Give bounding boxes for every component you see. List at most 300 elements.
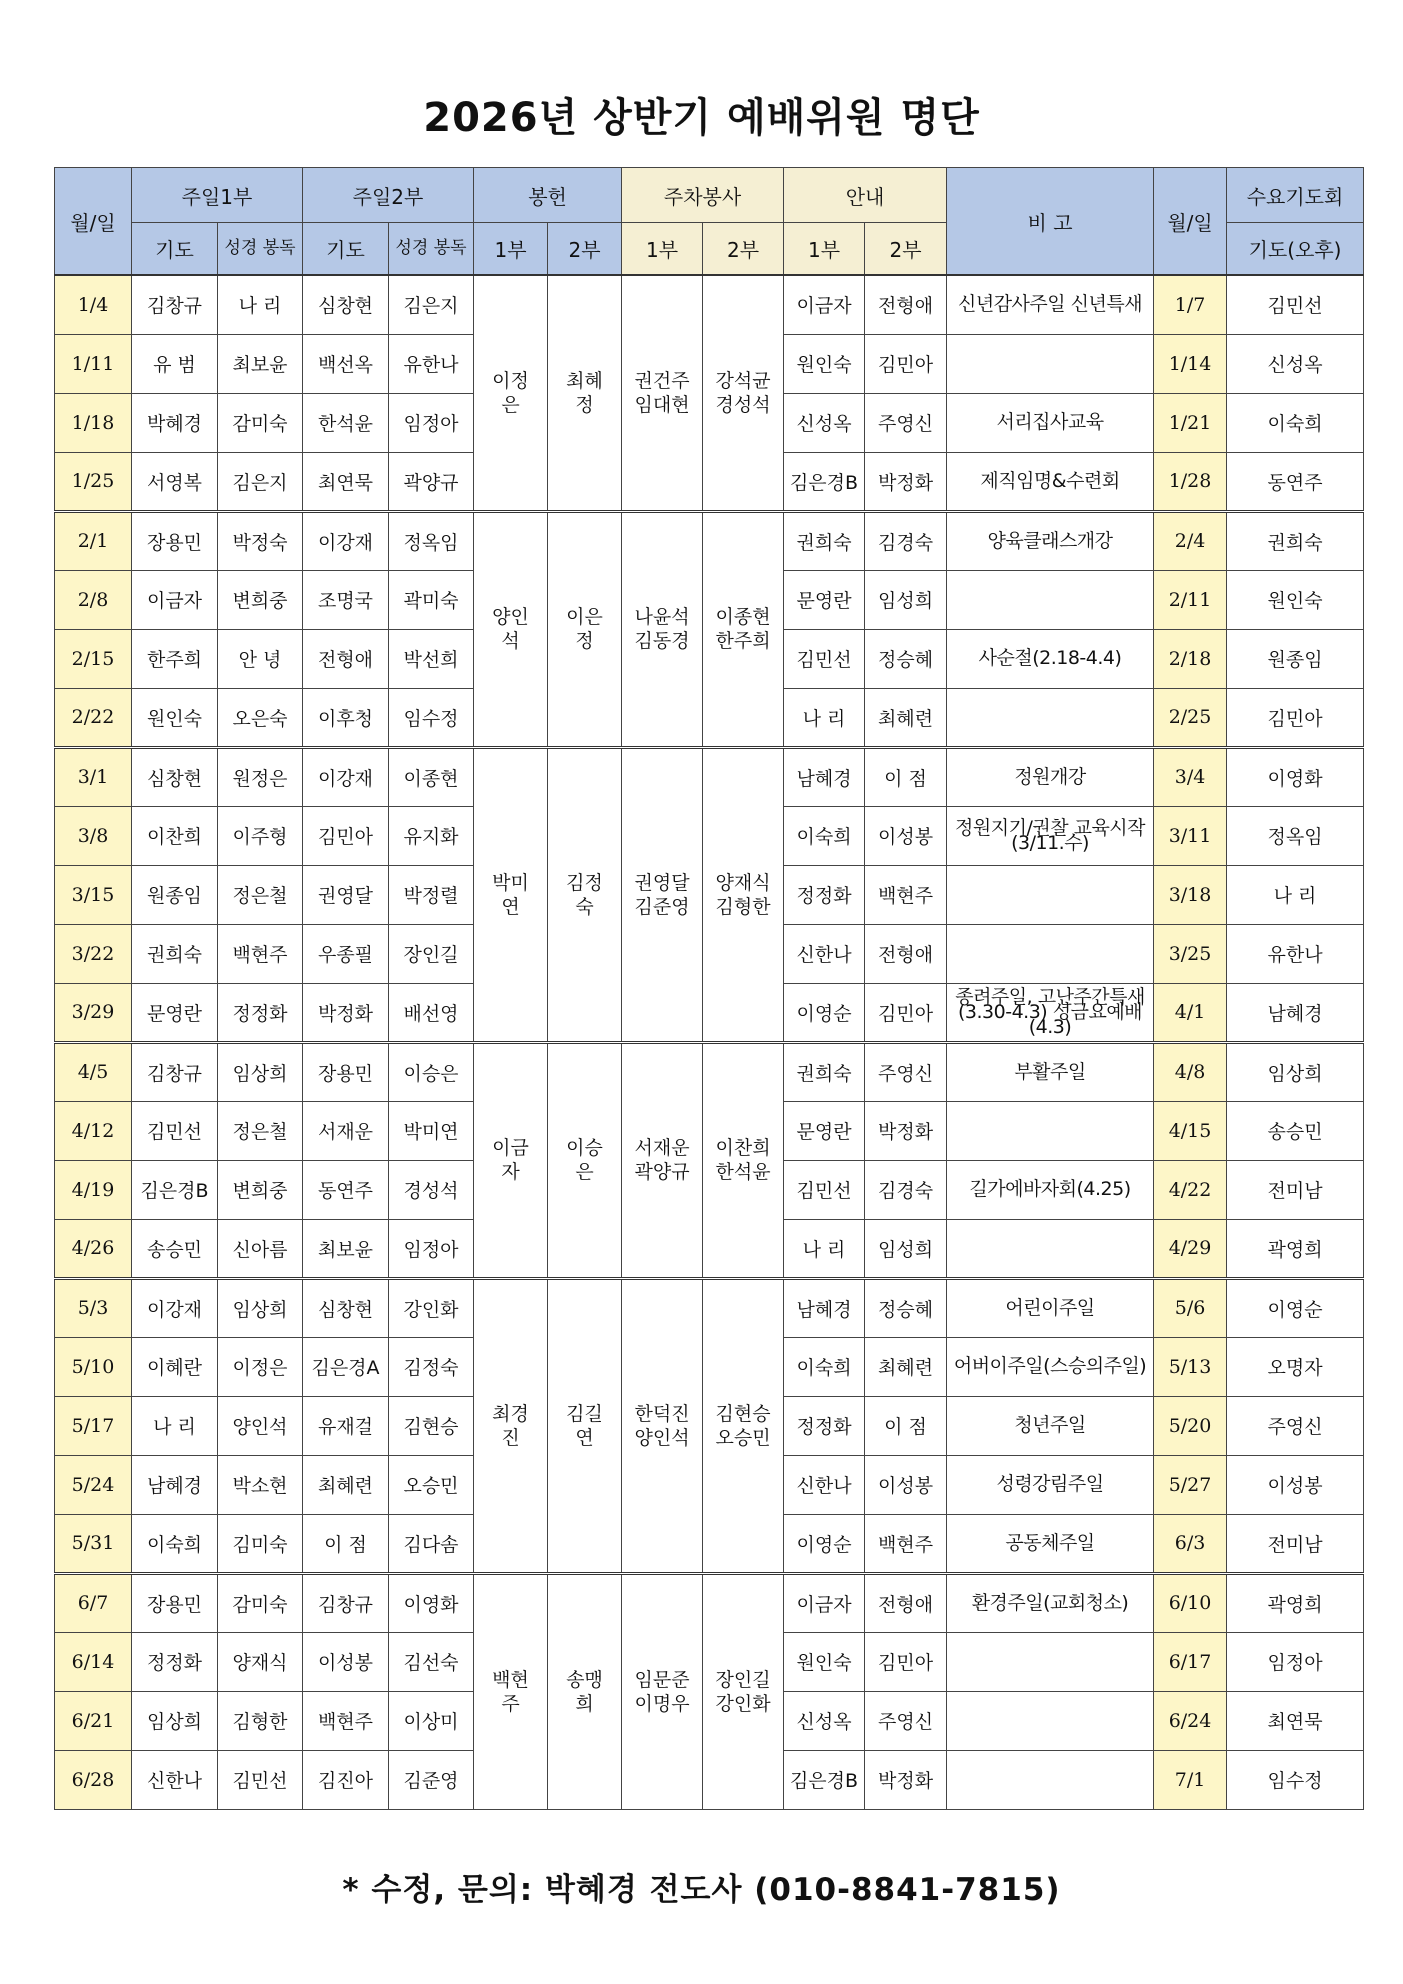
date-cell: 5/31 <box>55 1514 132 1573</box>
header-wed-prayer: 기도(오후) <box>1227 223 1364 276</box>
sunday2-bible-cell: 임정아 <box>389 393 474 452</box>
sunday2-prayer-cell: 이성봉 <box>303 1632 389 1691</box>
offering-part2-cell: 최혜정 <box>548 275 622 511</box>
guide-part2-cell: 정승혜 <box>865 629 947 688</box>
wed-date-cell: 1/21 <box>1154 393 1227 452</box>
sunday1-bible-cell: 양인석 <box>218 1396 303 1455</box>
wed-prayer-cell: 신성옥 <box>1227 334 1364 393</box>
sunday1-bible-cell: 김형한 <box>218 1691 303 1750</box>
parking-part1-cell: 임문준 이명우 <box>622 1573 703 1809</box>
sunday1-bible-cell: 이주형 <box>218 806 303 865</box>
sunday2-prayer-cell: 조명국 <box>303 570 389 629</box>
date-cell: 3/15 <box>55 865 132 924</box>
guide-part2-cell: 전형애 <box>865 924 947 983</box>
remarks-cell <box>947 334 1154 393</box>
sunday2-prayer-cell: 최연묵 <box>303 452 389 511</box>
sunday1-prayer-cell: 이찬희 <box>132 806 218 865</box>
remarks-cell: 성령강림주일 <box>947 1455 1154 1514</box>
sunday2-prayer-cell: 동연주 <box>303 1160 389 1219</box>
guide-part2-cell: 김경숙 <box>865 1160 947 1219</box>
wed-prayer-cell: 김민아 <box>1227 688 1364 747</box>
date-cell: 2/1 <box>55 511 132 570</box>
wed-date-cell: 6/3 <box>1154 1514 1227 1573</box>
date-cell: 2/22 <box>55 688 132 747</box>
guide-part1-cell: 신한나 <box>784 1455 865 1514</box>
offering-part1-cell: 양인석 <box>474 511 548 747</box>
guide-part2-cell: 백현주 <box>865 1514 947 1573</box>
date-cell: 2/8 <box>55 570 132 629</box>
sunday1-prayer-cell: 박혜경 <box>132 393 218 452</box>
guide-part2-cell: 이성봉 <box>865 1455 947 1514</box>
parking-part2-cell: 이종현 한주희 <box>703 511 784 747</box>
sunday1-prayer-cell: 남혜경 <box>132 1455 218 1514</box>
guide-part2-cell: 김경숙 <box>865 511 947 570</box>
parking-part1-cell: 한덕진 양인석 <box>622 1278 703 1573</box>
guide-part2-cell: 최혜련 <box>865 688 947 747</box>
wed-prayer-cell: 송승민 <box>1227 1101 1364 1160</box>
contact-footer: * 수정, 문의: 박혜경 전도사 (010-8841-7815) <box>342 1872 1061 1908</box>
date-cell: 4/5 <box>55 1042 132 1101</box>
guide-part2-cell: 주영신 <box>865 393 947 452</box>
guide-part1-cell: 정정화 <box>784 1396 865 1455</box>
guide-part1-cell: 신한나 <box>784 924 865 983</box>
header-guide-part1: 1부 <box>784 223 865 276</box>
sunday1-prayer-cell: 김민선 <box>132 1101 218 1160</box>
offering-part2-cell: 김정숙 <box>548 747 622 1042</box>
sunday1-prayer-cell: 서영복 <box>132 452 218 511</box>
header-s1-prayer: 기도 <box>132 223 218 276</box>
offering-part2-cell: 김길연 <box>548 1278 622 1573</box>
sunday2-prayer-cell: 이강재 <box>303 747 389 806</box>
remarks-cell <box>947 1219 1154 1278</box>
wed-prayer-cell: 원인숙 <box>1227 570 1364 629</box>
sunday1-prayer-cell: 김창규 <box>132 275 218 334</box>
sunday1-prayer-cell: 장용민 <box>132 511 218 570</box>
remarks-cell: 공동체주일 <box>947 1514 1154 1573</box>
header-offering-part2: 2부 <box>548 223 622 276</box>
sunday1-bible-cell: 이정은 <box>218 1337 303 1396</box>
wed-date-cell: 2/18 <box>1154 629 1227 688</box>
sunday1-prayer-cell: 문영란 <box>132 983 218 1042</box>
sunday1-prayer-cell: 심창현 <box>132 747 218 806</box>
parking-part1-cell: 권건주 임대현 <box>622 275 703 511</box>
sunday1-prayer-cell: 이숙희 <box>132 1514 218 1573</box>
parking-part2-cell: 이찬희 한석윤 <box>703 1042 784 1278</box>
guide-part1-cell: 남혜경 <box>784 747 865 806</box>
sunday1-bible-cell: 양재식 <box>218 1632 303 1691</box>
sunday1-bible-cell: 김은지 <box>218 452 303 511</box>
date-cell: 3/22 <box>55 924 132 983</box>
table-row <box>55 1278 1364 1337</box>
remarks-cell <box>947 570 1154 629</box>
sunday2-prayer-cell: 백현주 <box>303 1691 389 1750</box>
remarks-cell <box>947 1101 1154 1160</box>
sunday1-bible-cell: 오은숙 <box>218 688 303 747</box>
wed-prayer-cell: 이영순 <box>1227 1278 1364 1337</box>
header-s1-bible: 성경 봉독 <box>218 223 303 276</box>
remarks-cell: 양육클래스개강 <box>947 511 1154 570</box>
date-cell: 5/10 <box>55 1337 132 1396</box>
remarks-cell: 사순절(2.18-4.4) <box>947 629 1154 688</box>
sunday1-bible-cell: 나 리 <box>218 275 303 334</box>
sunday2-bible-cell: 임정아 <box>389 1219 474 1278</box>
guide-part2-cell: 이성봉 <box>865 806 947 865</box>
wed-date-cell: 1/14 <box>1154 334 1227 393</box>
remarks-cell: 환경주일(교회청소) <box>947 1573 1154 1632</box>
guide-part1-cell: 이영순 <box>784 983 865 1042</box>
sunday2-prayer-cell: 이 점 <box>303 1514 389 1573</box>
guide-part2-cell: 주영신 <box>865 1042 947 1101</box>
sunday1-prayer-cell: 정정화 <box>132 1632 218 1691</box>
wed-prayer-cell: 전미남 <box>1227 1514 1364 1573</box>
date-cell: 5/17 <box>55 1396 132 1455</box>
guide-part2-cell: 김민아 <box>865 1632 947 1691</box>
sunday2-bible-cell: 박선희 <box>389 629 474 688</box>
header-date: 월/일 <box>55 168 132 276</box>
remarks-cell: 어린이주일 <box>947 1278 1154 1337</box>
wed-prayer-cell: 임상희 <box>1227 1042 1364 1101</box>
sunday2-bible-cell: 임수정 <box>389 688 474 747</box>
sunday2-bible-cell: 유지화 <box>389 806 474 865</box>
header-guide-part2: 2부 <box>865 223 947 276</box>
wed-date-cell: 6/17 <box>1154 1632 1227 1691</box>
guide-part1-cell: 김은경B <box>784 1750 865 1809</box>
table-row <box>55 1042 1364 1101</box>
guide-part1-cell: 김민선 <box>784 629 865 688</box>
sunday1-bible-cell: 감미숙 <box>218 393 303 452</box>
header-sunday1: 주일1부 <box>132 168 303 223</box>
wed-prayer-cell: 원종임 <box>1227 629 1364 688</box>
page-title: 2026년 상반기 예배위원 명단 <box>423 95 980 141</box>
table-header <box>55 168 1364 276</box>
sunday2-prayer-cell: 박정화 <box>303 983 389 1042</box>
parking-part1-cell: 나윤석 김동경 <box>622 511 703 747</box>
sunday2-bible-cell: 강인화 <box>389 1278 474 1337</box>
remarks-cell <box>947 1750 1154 1809</box>
offering-part2-cell: 송맹희 <box>548 1573 622 1809</box>
remarks-cell: 길가에바자회(4.25) <box>947 1160 1154 1219</box>
wed-date-cell: 2/4 <box>1154 511 1227 570</box>
remarks-cell <box>947 865 1154 924</box>
parking-part2-cell: 양재식 김형한 <box>703 747 784 1042</box>
header-wed-date: 월/일 <box>1154 168 1227 276</box>
wed-prayer-cell: 남혜경 <box>1227 983 1364 1042</box>
sunday2-prayer-cell: 김은경A <box>303 1337 389 1396</box>
date-cell: 6/14 <box>55 1632 132 1691</box>
table-row <box>55 511 1364 570</box>
wed-date-cell: 1/28 <box>1154 452 1227 511</box>
offering-part1-cell: 최경진 <box>474 1278 548 1573</box>
date-cell: 4/12 <box>55 1101 132 1160</box>
remarks-cell: 정원지기/권찰 교육시작(3/11.수) <box>947 806 1154 865</box>
guide-part1-cell: 남혜경 <box>784 1278 865 1337</box>
sunday1-bible-cell: 정정화 <box>218 983 303 1042</box>
guide-part2-cell: 정승혜 <box>865 1278 947 1337</box>
sunday2-prayer-cell: 김진아 <box>303 1750 389 1809</box>
guide-part1-cell: 정정화 <box>784 865 865 924</box>
sunday1-bible-cell: 정은철 <box>218 865 303 924</box>
sunday2-bible-cell: 김준영 <box>389 1750 474 1809</box>
sunday2-bible-cell: 이영화 <box>389 1573 474 1632</box>
wed-date-cell: 5/20 <box>1154 1396 1227 1455</box>
wed-prayer-cell: 정옥임 <box>1227 806 1364 865</box>
sunday1-prayer-cell: 신한나 <box>132 1750 218 1809</box>
header-guide: 안내 <box>784 168 947 223</box>
guide-part2-cell: 박정화 <box>865 452 947 511</box>
wed-prayer-cell: 유한나 <box>1227 924 1364 983</box>
sunday2-prayer-cell: 심창현 <box>303 275 389 334</box>
guide-part1-cell: 권희숙 <box>784 1042 865 1101</box>
guide-part2-cell: 전형애 <box>865 1573 947 1632</box>
guide-part2-cell: 김민아 <box>865 334 947 393</box>
date-cell: 3/8 <box>55 806 132 865</box>
wed-date-cell: 3/11 <box>1154 806 1227 865</box>
sunday1-prayer-cell: 권희숙 <box>132 924 218 983</box>
sunday2-bible-cell: 박미연 <box>389 1101 474 1160</box>
sunday2-prayer-cell: 최보윤 <box>303 1219 389 1278</box>
wed-prayer-cell: 곽영희 <box>1227 1219 1364 1278</box>
offering-part1-cell: 이금자 <box>474 1042 548 1278</box>
header-parking-part2: 2부 <box>703 223 784 276</box>
wed-date-cell: 6/24 <box>1154 1691 1227 1750</box>
guide-part1-cell: 문영란 <box>784 570 865 629</box>
sunday1-prayer-cell: 송승민 <box>132 1219 218 1278</box>
header-s2-bible: 성경 봉독 <box>389 223 474 276</box>
guide-part1-cell: 이영순 <box>784 1514 865 1573</box>
wed-date-cell: 3/4 <box>1154 747 1227 806</box>
sunday1-prayer-cell: 이혜란 <box>132 1337 218 1396</box>
date-cell: 6/28 <box>55 1750 132 1809</box>
guide-part2-cell: 백현주 <box>865 865 947 924</box>
sunday1-prayer-cell: 이강재 <box>132 1278 218 1337</box>
sunday1-prayer-cell: 임상희 <box>132 1691 218 1750</box>
wed-prayer-cell: 임수정 <box>1227 1750 1364 1809</box>
parking-part2-cell: 장인길 강인화 <box>703 1573 784 1809</box>
sunday1-prayer-cell: 유 범 <box>132 334 218 393</box>
sunday2-prayer-cell: 이후청 <box>303 688 389 747</box>
guide-part2-cell: 전형애 <box>865 275 947 334</box>
wed-prayer-cell: 전미남 <box>1227 1160 1364 1219</box>
sunday2-bible-cell: 곽양규 <box>389 452 474 511</box>
sunday2-bible-cell: 경성석 <box>389 1160 474 1219</box>
wed-prayer-cell: 권희숙 <box>1227 511 1364 570</box>
guide-part1-cell: 권희숙 <box>784 511 865 570</box>
sunday1-bible-cell: 최보윤 <box>218 334 303 393</box>
sunday2-bible-cell: 오승민 <box>389 1455 474 1514</box>
remarks-cell: 어버이주일(스승의주일) <box>947 1337 1154 1396</box>
date-cell: 4/26 <box>55 1219 132 1278</box>
guide-part2-cell: 임성희 <box>865 570 947 629</box>
sunday2-bible-cell: 김다솜 <box>389 1514 474 1573</box>
wed-date-cell: 4/29 <box>1154 1219 1227 1278</box>
sunday2-bible-cell: 박정렬 <box>389 865 474 924</box>
sunday1-bible-cell: 임상희 <box>218 1278 303 1337</box>
offering-part1-cell: 박미연 <box>474 747 548 1042</box>
sunday2-bible-cell: 배선영 <box>389 983 474 1042</box>
header-parking-part1: 1부 <box>622 223 703 276</box>
remarks-cell <box>947 1632 1154 1691</box>
header-parking: 주차봉사 <box>622 168 784 223</box>
guide-part2-cell: 김민아 <box>865 983 947 1042</box>
sunday2-prayer-cell: 김창규 <box>303 1573 389 1632</box>
sunday2-prayer-cell: 이강재 <box>303 511 389 570</box>
sunday1-prayer-cell: 나 리 <box>132 1396 218 1455</box>
wed-prayer-cell: 김민선 <box>1227 275 1364 334</box>
remarks-cell: 서리집사교육 <box>947 393 1154 452</box>
wed-date-cell: 1/7 <box>1154 275 1227 334</box>
wed-prayer-cell: 주영신 <box>1227 1396 1364 1455</box>
sunday2-bible-cell: 이종현 <box>389 747 474 806</box>
remarks-cell: 신년감사주일 신년특새 <box>947 275 1154 334</box>
guide-part1-cell: 나 리 <box>784 1219 865 1278</box>
sunday2-prayer-cell: 심창현 <box>303 1278 389 1337</box>
sunday2-prayer-cell: 최혜련 <box>303 1455 389 1514</box>
offering-part2-cell: 이은정 <box>548 511 622 747</box>
parking-part1-cell: 서재운 곽양규 <box>622 1042 703 1278</box>
wed-date-cell: 7/1 <box>1154 1750 1227 1809</box>
parking-part2-cell: 강석균 경성석 <box>703 275 784 511</box>
sunday1-bible-cell: 백현주 <box>218 924 303 983</box>
sunday1-bible-cell: 원정은 <box>218 747 303 806</box>
table-body <box>55 275 1364 1809</box>
wed-date-cell: 3/18 <box>1154 865 1227 924</box>
sunday2-prayer-cell: 우종필 <box>303 924 389 983</box>
table-row <box>55 275 1364 334</box>
sunday1-bible-cell: 김민선 <box>218 1750 303 1809</box>
wed-date-cell: 4/22 <box>1154 1160 1227 1219</box>
sunday1-bible-cell: 안 녕 <box>218 629 303 688</box>
date-cell: 1/18 <box>55 393 132 452</box>
sunday1-bible-cell: 박소현 <box>218 1455 303 1514</box>
remarks-cell: 제직임명&수련회 <box>947 452 1154 511</box>
sunday2-prayer-cell: 전형애 <box>303 629 389 688</box>
date-cell: 5/24 <box>55 1455 132 1514</box>
sunday2-bible-cell: 곽미숙 <box>389 570 474 629</box>
guide-part1-cell: 신성옥 <box>784 1691 865 1750</box>
sunday1-prayer-cell: 이금자 <box>132 570 218 629</box>
wed-prayer-cell: 나 리 <box>1227 865 1364 924</box>
table-row <box>55 747 1364 806</box>
wed-prayer-cell: 최연묵 <box>1227 1691 1364 1750</box>
guide-part1-cell: 원인숙 <box>784 1632 865 1691</box>
header-sunday2: 주일2부 <box>303 168 474 223</box>
sunday2-bible-cell: 정옥임 <box>389 511 474 570</box>
remarks-cell: 종려주일, 고난주간특새(3.30-4.3) 성금요예배(4.3) <box>947 983 1154 1042</box>
sunday2-bible-cell: 김은지 <box>389 275 474 334</box>
sunday1-bible-cell: 신아름 <box>218 1219 303 1278</box>
date-cell: 6/7 <box>55 1573 132 1632</box>
roster-table <box>54 167 1364 1810</box>
wed-date-cell: 2/25 <box>1154 688 1227 747</box>
sunday2-prayer-cell: 권영달 <box>303 865 389 924</box>
guide-part1-cell: 김은경B <box>784 452 865 511</box>
remarks-cell <box>947 688 1154 747</box>
sunday1-bible-cell: 변희중 <box>218 1160 303 1219</box>
sunday2-bible-cell: 유한나 <box>389 334 474 393</box>
guide-part1-cell: 신성옥 <box>784 393 865 452</box>
sunday1-prayer-cell: 원인숙 <box>132 688 218 747</box>
header-s2-prayer: 기도 <box>303 223 389 276</box>
sunday2-prayer-cell: 서재운 <box>303 1101 389 1160</box>
sunday1-bible-cell: 임상희 <box>218 1042 303 1101</box>
date-cell: 3/29 <box>55 983 132 1042</box>
guide-part2-cell: 임성희 <box>865 1219 947 1278</box>
guide-part1-cell: 이금자 <box>784 1573 865 1632</box>
date-cell: 4/19 <box>55 1160 132 1219</box>
wed-prayer-cell: 임정아 <box>1227 1632 1364 1691</box>
sunday2-prayer-cell: 백선옥 <box>303 334 389 393</box>
offering-part1-cell: 이정은 <box>474 275 548 511</box>
guide-part2-cell: 주영신 <box>865 1691 947 1750</box>
wed-date-cell: 2/11 <box>1154 570 1227 629</box>
remarks-cell <box>947 924 1154 983</box>
wed-date-cell: 4/15 <box>1154 1101 1227 1160</box>
header-offering: 봉헌 <box>474 168 622 223</box>
parking-part1-cell: 권영달 김준영 <box>622 747 703 1042</box>
sunday2-bible-cell: 장인길 <box>389 924 474 983</box>
date-cell: 6/21 <box>55 1691 132 1750</box>
header-wednesday: 수요기도회 <box>1227 168 1364 223</box>
sunday1-prayer-cell: 김은경B <box>132 1160 218 1219</box>
wed-date-cell: 4/8 <box>1154 1042 1227 1101</box>
sunday1-bible-cell: 변희중 <box>218 570 303 629</box>
guide-part2-cell: 박정화 <box>865 1101 947 1160</box>
header-offering-part1: 1부 <box>474 223 548 276</box>
sunday1-bible-cell: 박정숙 <box>218 511 303 570</box>
sunday1-prayer-cell: 장용민 <box>132 1573 218 1632</box>
sunday1-prayer-cell: 한주희 <box>132 629 218 688</box>
date-cell: 3/1 <box>55 747 132 806</box>
wed-prayer-cell: 오명자 <box>1227 1337 1364 1396</box>
date-cell: 1/25 <box>55 452 132 511</box>
header-remarks: 비 고 <box>947 168 1154 276</box>
sunday2-prayer-cell: 유재걸 <box>303 1396 389 1455</box>
wed-prayer-cell: 동연주 <box>1227 452 1364 511</box>
sunday1-prayer-cell: 김창규 <box>132 1042 218 1101</box>
sunday1-bible-cell: 김미숙 <box>218 1514 303 1573</box>
guide-part1-cell: 이숙희 <box>784 806 865 865</box>
guide-part2-cell: 이 점 <box>865 1396 947 1455</box>
guide-part2-cell: 최혜련 <box>865 1337 947 1396</box>
sunday2-prayer-cell: 한석윤 <box>303 393 389 452</box>
sunday2-bible-cell: 김정숙 <box>389 1337 474 1396</box>
sunday1-bible-cell: 정은철 <box>218 1101 303 1160</box>
date-cell: 1/4 <box>55 275 132 334</box>
wed-prayer-cell: 이숙희 <box>1227 393 1364 452</box>
sunday2-bible-cell: 이상미 <box>389 1691 474 1750</box>
sunday1-prayer-cell: 원종임 <box>132 865 218 924</box>
guide-part2-cell: 박정화 <box>865 1750 947 1809</box>
remarks-cell: 부활주일 <box>947 1042 1154 1101</box>
wed-prayer-cell: 이영화 <box>1227 747 1364 806</box>
wed-date-cell: 6/10 <box>1154 1573 1227 1632</box>
wed-date-cell: 5/13 <box>1154 1337 1227 1396</box>
guide-part1-cell: 원인숙 <box>784 334 865 393</box>
sunday1-bible-cell: 감미숙 <box>218 1573 303 1632</box>
remarks-cell: 청년주일 <box>947 1396 1154 1455</box>
parking-part2-cell: 김현승 오승민 <box>703 1278 784 1573</box>
wed-prayer-cell: 이성봉 <box>1227 1455 1364 1514</box>
remarks-cell <box>947 1691 1154 1750</box>
sunday2-bible-cell: 이승은 <box>389 1042 474 1101</box>
date-cell: 2/15 <box>55 629 132 688</box>
guide-part1-cell: 이숙희 <box>784 1337 865 1396</box>
wed-date-cell: 5/27 <box>1154 1455 1227 1514</box>
date-cell: 5/3 <box>55 1278 132 1337</box>
offering-part2-cell: 이승은 <box>548 1042 622 1278</box>
remarks-cell: 정원개강 <box>947 747 1154 806</box>
guide-part1-cell: 김민선 <box>784 1160 865 1219</box>
